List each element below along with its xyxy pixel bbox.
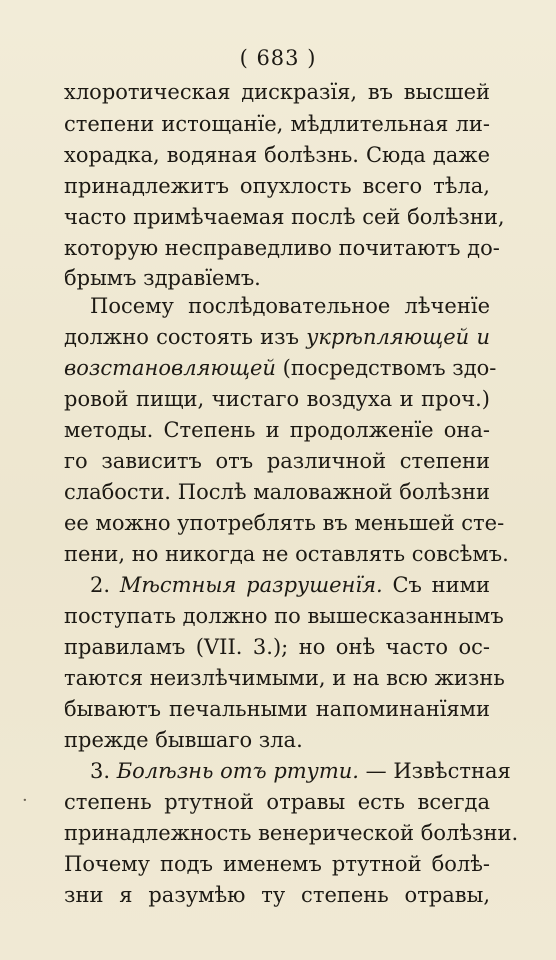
text-line: ее можно употреблять въ меньшей сте- (64, 511, 505, 535)
text-line: степень ртутной отравы есть всегда (64, 790, 490, 814)
italic-phrase: Мѣстныя разрушенїя. (119, 573, 383, 597)
text-line: зни я разумѣю ту степень отравы, (64, 883, 490, 907)
text-line: степени истощанїе, мѣдлительная ли- (64, 112, 490, 136)
text-line: поступать должно по вышесказаннымъ (64, 604, 504, 628)
italic-phrase: укрѣпляющей и (306, 325, 491, 349)
paragraph-first-line: Посему послѣдовательное лѣченїе (90, 294, 490, 318)
text-line: го зависитъ отъ различной степени (64, 449, 490, 473)
text-line: ровой пищи, чистаго воздуха и проч.) (64, 387, 490, 411)
text-line: таются неизлѣчимыми, и на всю жизнь (64, 666, 505, 690)
text-line: слабости. Послѣ маловажной болѣзни (64, 480, 490, 504)
page-number: ( 683 ) (239, 46, 317, 70)
text-line: пени, но никогда не оставлять совсѣмъ. (64, 542, 509, 566)
italic-phrase: возстановляющей (64, 356, 276, 380)
text-line: принадлежность венерической болѣзни. (64, 821, 519, 845)
text-line: хорадка, водяная болѣзнь. Сюда даже (64, 143, 490, 167)
paragraph-first-line: 3. Болѣзнь отъ ртути. — Извѣстная (90, 759, 511, 783)
text-line: прежде бывшаго зла. (64, 728, 303, 752)
text-line: должно состоять изъ укрѣпляющей и (64, 325, 491, 349)
italic-phrase: Болѣзнь отъ ртути. (116, 759, 359, 783)
text-line: правиламъ (VII. 3.); но онѣ часто ос- (64, 635, 490, 659)
text-line: методы. Степень и продолженїе она- (64, 418, 490, 442)
text-line: бываютъ печальными напоминанїями (64, 697, 490, 721)
text-line: которую несправедливо почитаютъ до- (64, 236, 500, 260)
text-line: принадлежитъ опухлость всего тѣла, (64, 174, 490, 198)
text-line: часто примѣчаемая послѣ сей болѣзни, (64, 205, 505, 229)
margin-speck: · (22, 790, 28, 811)
paragraph-first-line: 2. Мѣстныя разрушенїя. Съ ними (90, 573, 490, 597)
text-line: Почему подъ именемъ ртутной болѣ- (64, 852, 490, 876)
text-line: хлоротическая дискразїя, въ высшей (64, 80, 490, 104)
text-line: брымъ здравїемъ. (64, 266, 261, 290)
text-line: возстановляющей (посредствомъ здо- (64, 356, 497, 380)
